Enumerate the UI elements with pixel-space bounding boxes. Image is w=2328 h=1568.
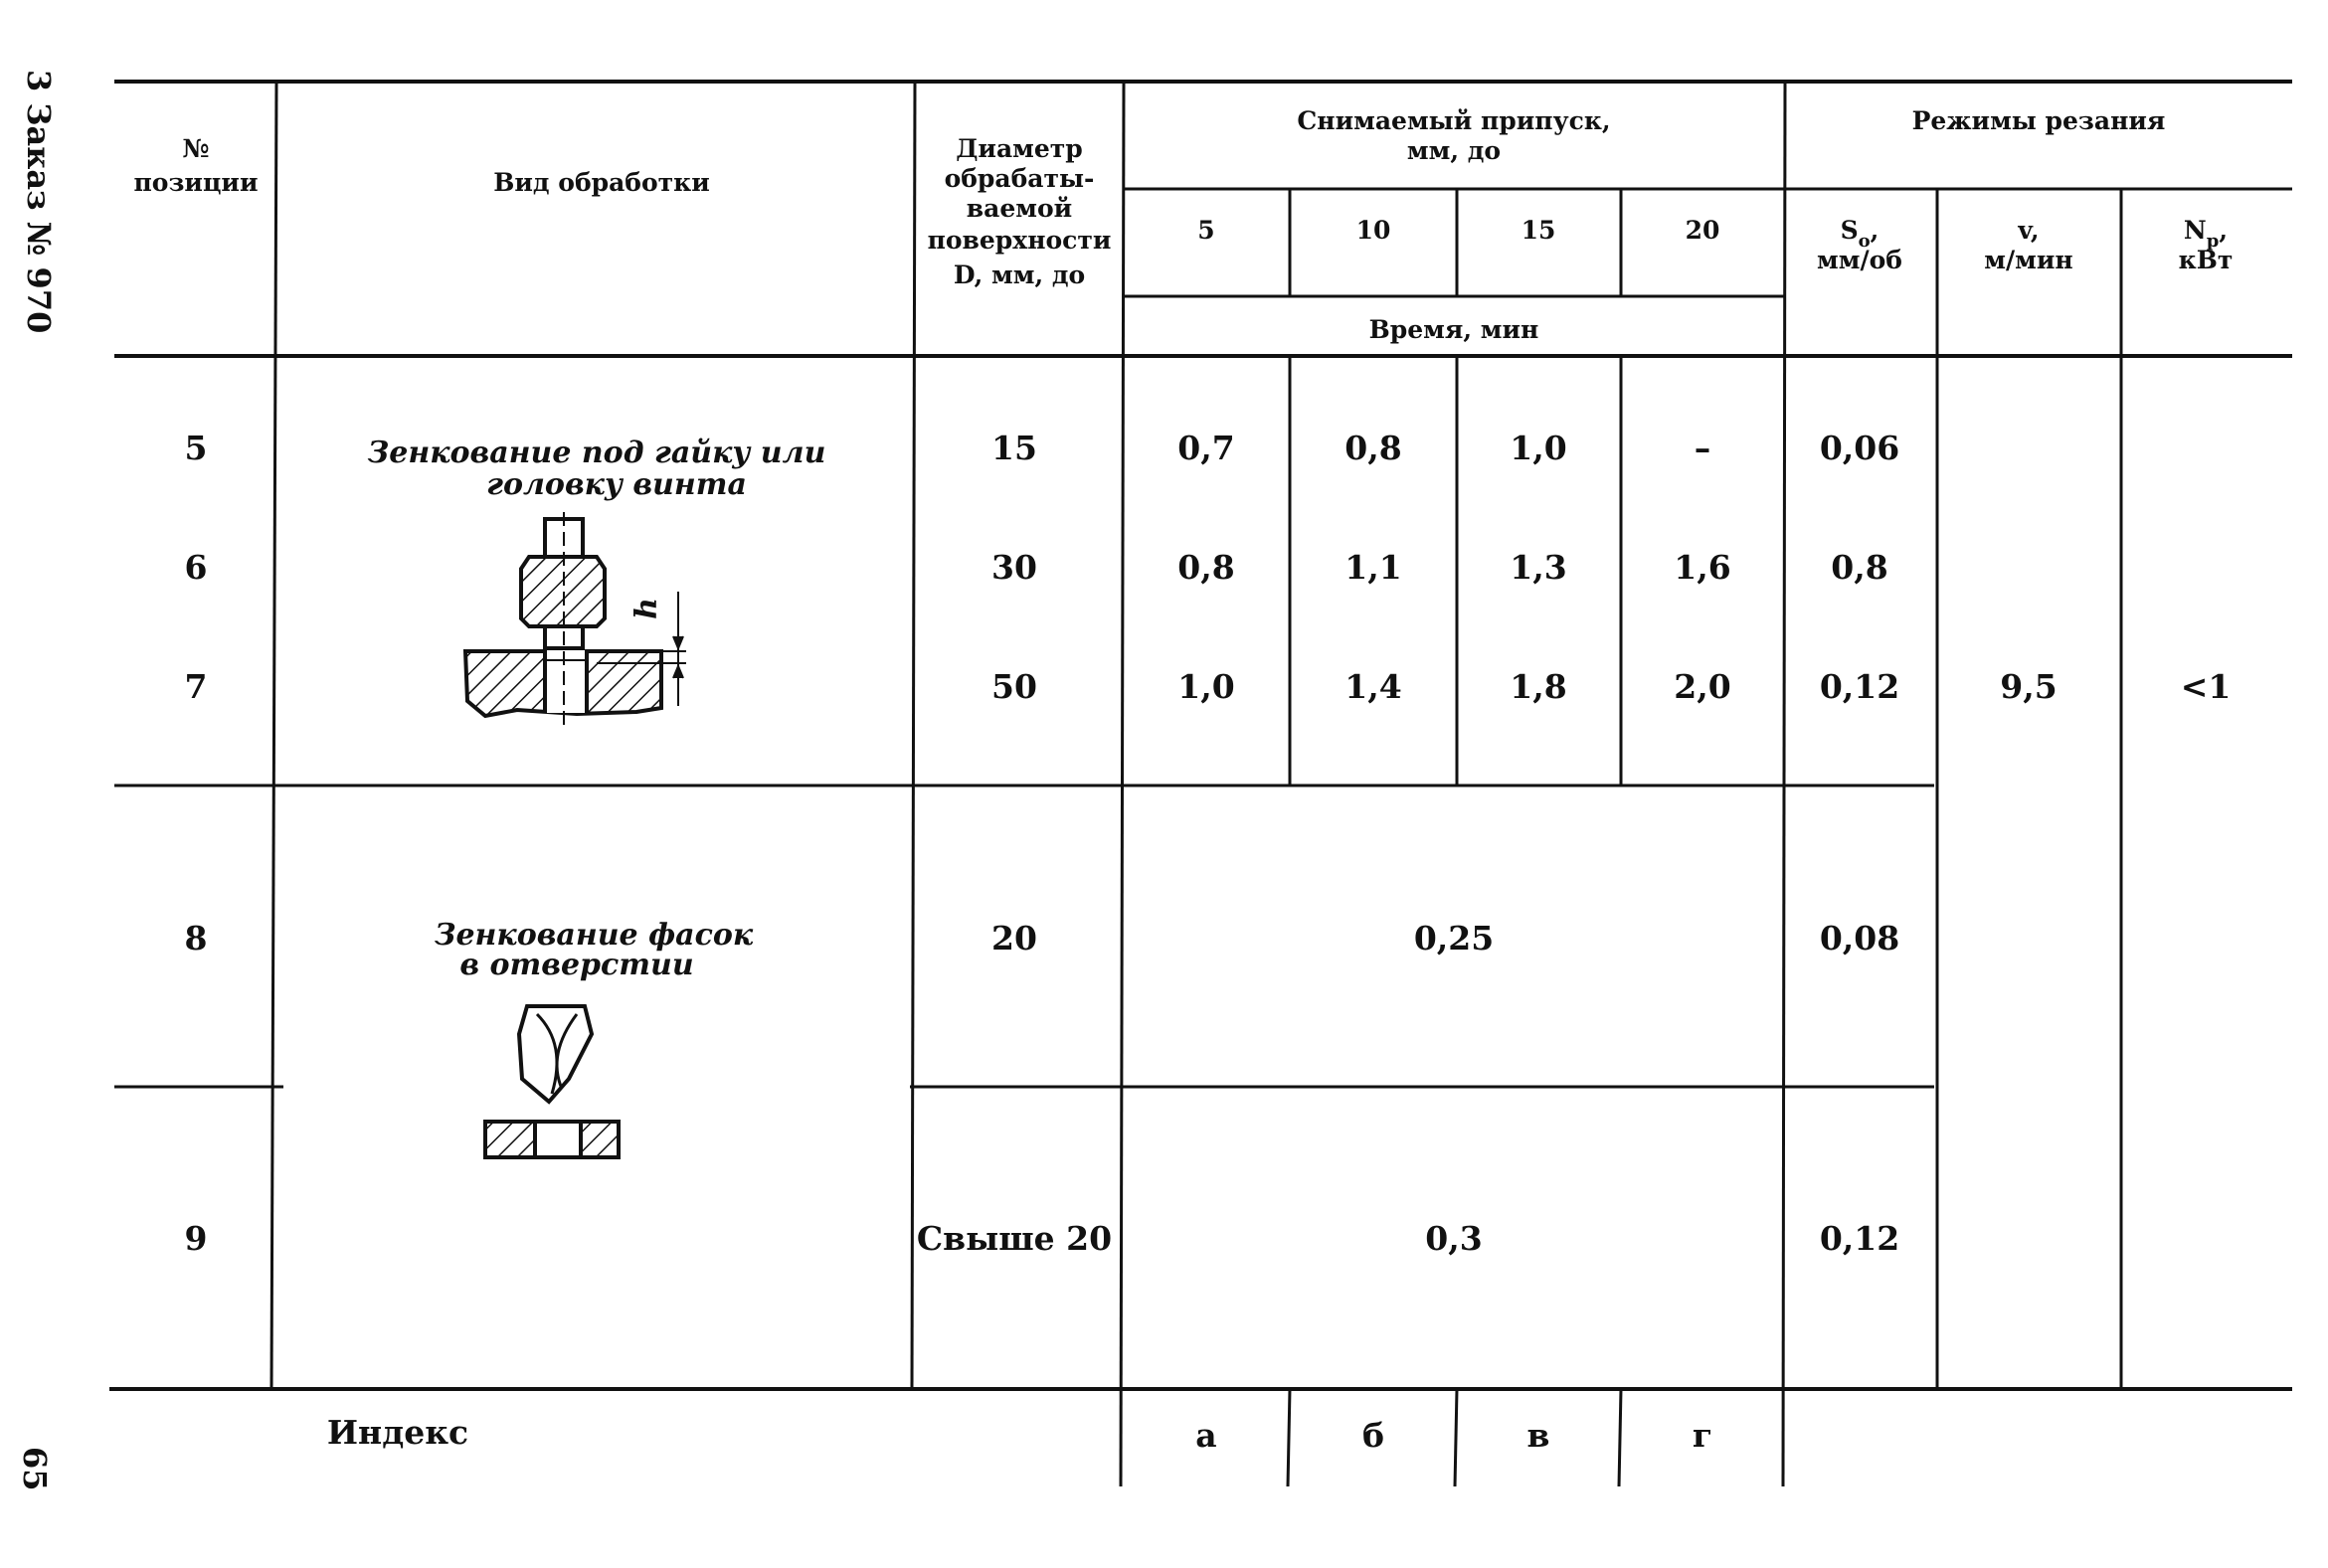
row-time-v: 1,3 bbox=[1510, 548, 1567, 587]
row-position: 6 bbox=[184, 548, 208, 587]
allowance-header-line2: мм, до bbox=[1406, 136, 1502, 165]
sketch-dimension-h: h bbox=[629, 598, 664, 619]
diameter-header-line5: D, мм, до bbox=[953, 261, 1086, 289]
row-time-a: 0,8 bbox=[1177, 548, 1235, 587]
row-diameter: 20 bbox=[991, 919, 1037, 958]
row-feed: 0,12 bbox=[1819, 1219, 1900, 1258]
row-diameter: 15 bbox=[991, 429, 1037, 467]
index-a: а bbox=[1195, 1416, 1217, 1455]
row-feed: 0,8 bbox=[1831, 548, 1888, 587]
common-speed: 9,5 bbox=[2000, 667, 2058, 706]
table-grid bbox=[109, 82, 2292, 1486]
diameter-header-line3: ваемой bbox=[966, 194, 1073, 223]
speed-header-line2: м/мин bbox=[1984, 246, 2073, 274]
row-time-b: 1,4 bbox=[1344, 667, 1402, 706]
page-number: 65 bbox=[16, 1447, 54, 1491]
index-v: в bbox=[1526, 1416, 1550, 1455]
row-time-b: 1,1 bbox=[1344, 548, 1402, 587]
table-row bbox=[185, 1219, 1900, 1258]
chamfer-caption bbox=[435, 918, 754, 982]
operation-header: Вид обработки bbox=[493, 168, 710, 197]
order-number: 3 Заказ № 970 bbox=[20, 70, 58, 334]
row-time-g: 1,6 bbox=[1674, 548, 1731, 587]
row-diameter: 50 bbox=[991, 667, 1037, 706]
cutting-modes-header: Режимы резания bbox=[1911, 106, 2166, 135]
counterbore-caption-line2: головку винта bbox=[486, 467, 747, 502]
speed-header-line1: v, bbox=[2018, 216, 2040, 245]
row-feed: 0,12 bbox=[1819, 667, 1900, 706]
allowance-col-15: 15 bbox=[1521, 216, 1556, 245]
index-row bbox=[327, 1413, 1712, 1455]
table-row bbox=[185, 667, 1900, 706]
feed-header-line2: мм/об bbox=[1817, 246, 1902, 274]
allowance-col-20: 20 bbox=[1685, 216, 1720, 245]
row-time-a: 1,0 bbox=[1177, 667, 1235, 706]
position-header-line2: позиции bbox=[133, 168, 259, 197]
allowance-header-line1: Снимаемый припуск, bbox=[1297, 106, 1611, 135]
row-time-g: 2,0 bbox=[1674, 667, 1731, 706]
counterbore-caption bbox=[368, 436, 826, 502]
time-header: Время, мин bbox=[1368, 315, 1539, 344]
row-time: 0,3 bbox=[1425, 1219, 1483, 1258]
diameter-header-line1: Диаметр bbox=[956, 134, 1083, 163]
row-time: 0,25 bbox=[1413, 919, 1495, 958]
index-g: г bbox=[1692, 1416, 1713, 1455]
row-time-v: 1,8 bbox=[1510, 667, 1567, 706]
index-b: б bbox=[1361, 1416, 1385, 1455]
row-position: 7 bbox=[184, 667, 208, 706]
row-diameter: 30 bbox=[991, 548, 1037, 587]
power-header-line1: $N_р$, bbox=[2183, 216, 2229, 252]
row-feed: 0,06 bbox=[1819, 429, 1900, 467]
row-position: 9 bbox=[184, 1219, 208, 1258]
chamfer-caption-line2: в отверстии bbox=[459, 948, 694, 982]
counterbore-caption-line1: Зенкование под гайку или bbox=[367, 436, 826, 470]
row-position: 8 bbox=[184, 919, 208, 958]
index-label: Индекс bbox=[326, 1413, 469, 1452]
row-position: 5 bbox=[184, 429, 208, 467]
table-row bbox=[185, 548, 1888, 587]
chamfer-caption-line1: Зенкование фасок bbox=[434, 918, 754, 953]
position-header-line1: № bbox=[182, 134, 210, 163]
power-header-line2: кВт bbox=[2178, 246, 2234, 274]
diameter-header-line2: обрабаты- bbox=[944, 164, 1095, 193]
diameter-header-line4: поверхности bbox=[927, 226, 1112, 255]
allowance-col-5: 5 bbox=[1197, 216, 1215, 245]
row-time-g: – bbox=[1694, 429, 1711, 467]
table-header bbox=[133, 106, 2233, 344]
row-feed: 0,08 bbox=[1819, 919, 1900, 958]
allowance-col-10: 10 bbox=[1355, 216, 1391, 245]
row-time-a: 0,7 bbox=[1177, 429, 1235, 467]
chamfer-countersink-sketch bbox=[485, 1006, 619, 1157]
feed-header-line1: $S_о$, bbox=[1840, 216, 1880, 252]
row-time-v: 1,0 bbox=[1510, 429, 1567, 467]
row-diameter: Свыше 20 bbox=[916, 1219, 1113, 1258]
row-time-b: 0,8 bbox=[1344, 429, 1402, 467]
common-power: <1 bbox=[2180, 667, 2232, 706]
